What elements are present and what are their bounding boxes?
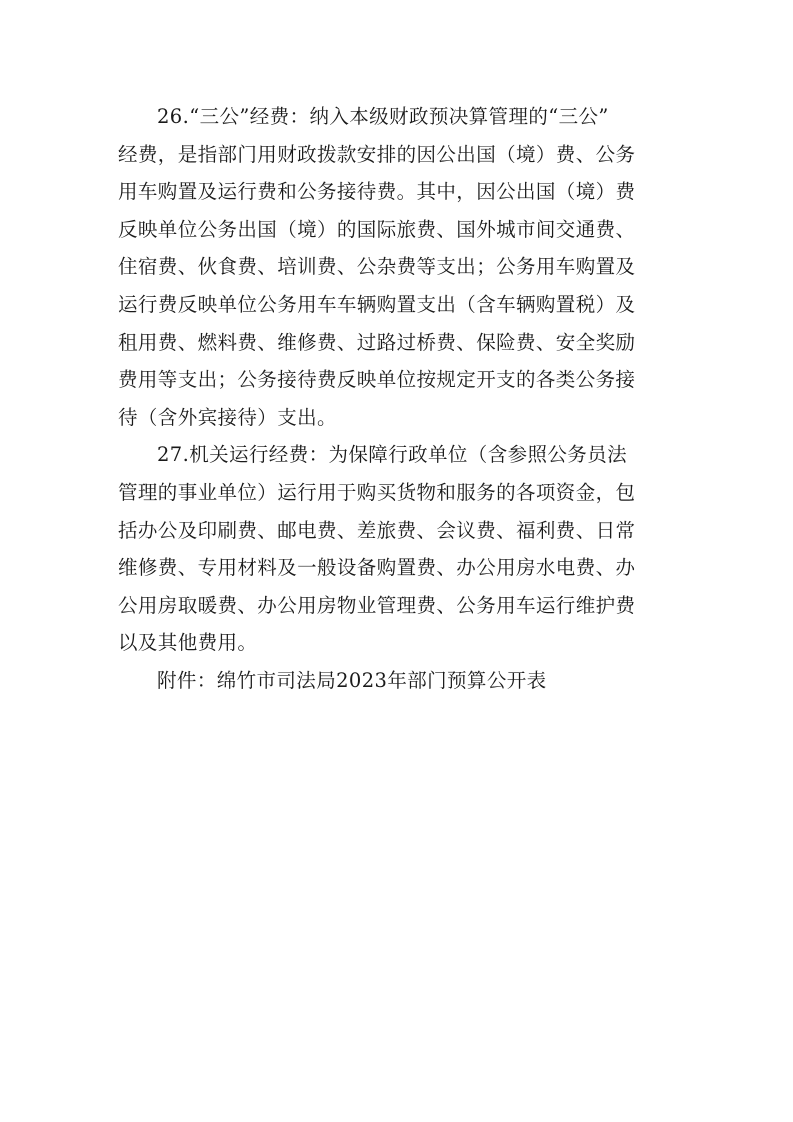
paragraph-26-sangong-expenses <box>118 98 678 436</box>
text-line: 运行费反映单位公务用车车辆购置支出（含车辆购置税）及 <box>118 292 636 316</box>
text-line: 费用等支出；公务接待费反映单位按规定开支的各类公务接 <box>118 368 636 392</box>
text-line: 括办公及印刷费、邮电费、差旅费、会议费、福利费、日常 <box>118 518 636 542</box>
text-line: 住宿费、伙食费、培训费、公杂费等支出；公务用车购置及 <box>118 255 636 279</box>
text-line: 租用费、燃料费、维修费、过路过桥费、保险费、安全奖励 <box>118 330 636 354</box>
text-line: 以及其他费用。 <box>118 631 258 655</box>
text-line: 经费，是指部门用财政拨款安排的因公出国（境）费、公务 <box>118 142 636 166</box>
paragraph-27-operating-expenses <box>118 436 678 662</box>
text-line: 反映单位公务出国（境）的国际旅费、国外城市间交通费、 <box>118 217 636 241</box>
text-line: 公用房取暖费、办公用房物业管理费、公务用车运行维护费 <box>118 593 636 617</box>
document-body <box>118 98 678 700</box>
text-line: 26.“三公”经费：纳入本级财政预决算管理的“三公” <box>157 105 609 128</box>
text-line: 待（含外宾接待）支出。 <box>118 405 337 429</box>
text-line: 用车购置及运行费和公务接待费。其中，因公出国（境）费 <box>118 180 636 204</box>
text-line: 维修费、专用材料及一般设备购置费、办公用房水电费、办 <box>118 556 636 580</box>
attachment-note: 附件：绵竹市司法局2023年部门预算公开表 <box>157 668 547 692</box>
text-line: 27.机关运行经费：为保障行政单位（含参照公务员法 <box>157 443 628 467</box>
text-line: 管理的事业单位）运行用于购买货物和服务的各项资金，包 <box>118 480 636 504</box>
